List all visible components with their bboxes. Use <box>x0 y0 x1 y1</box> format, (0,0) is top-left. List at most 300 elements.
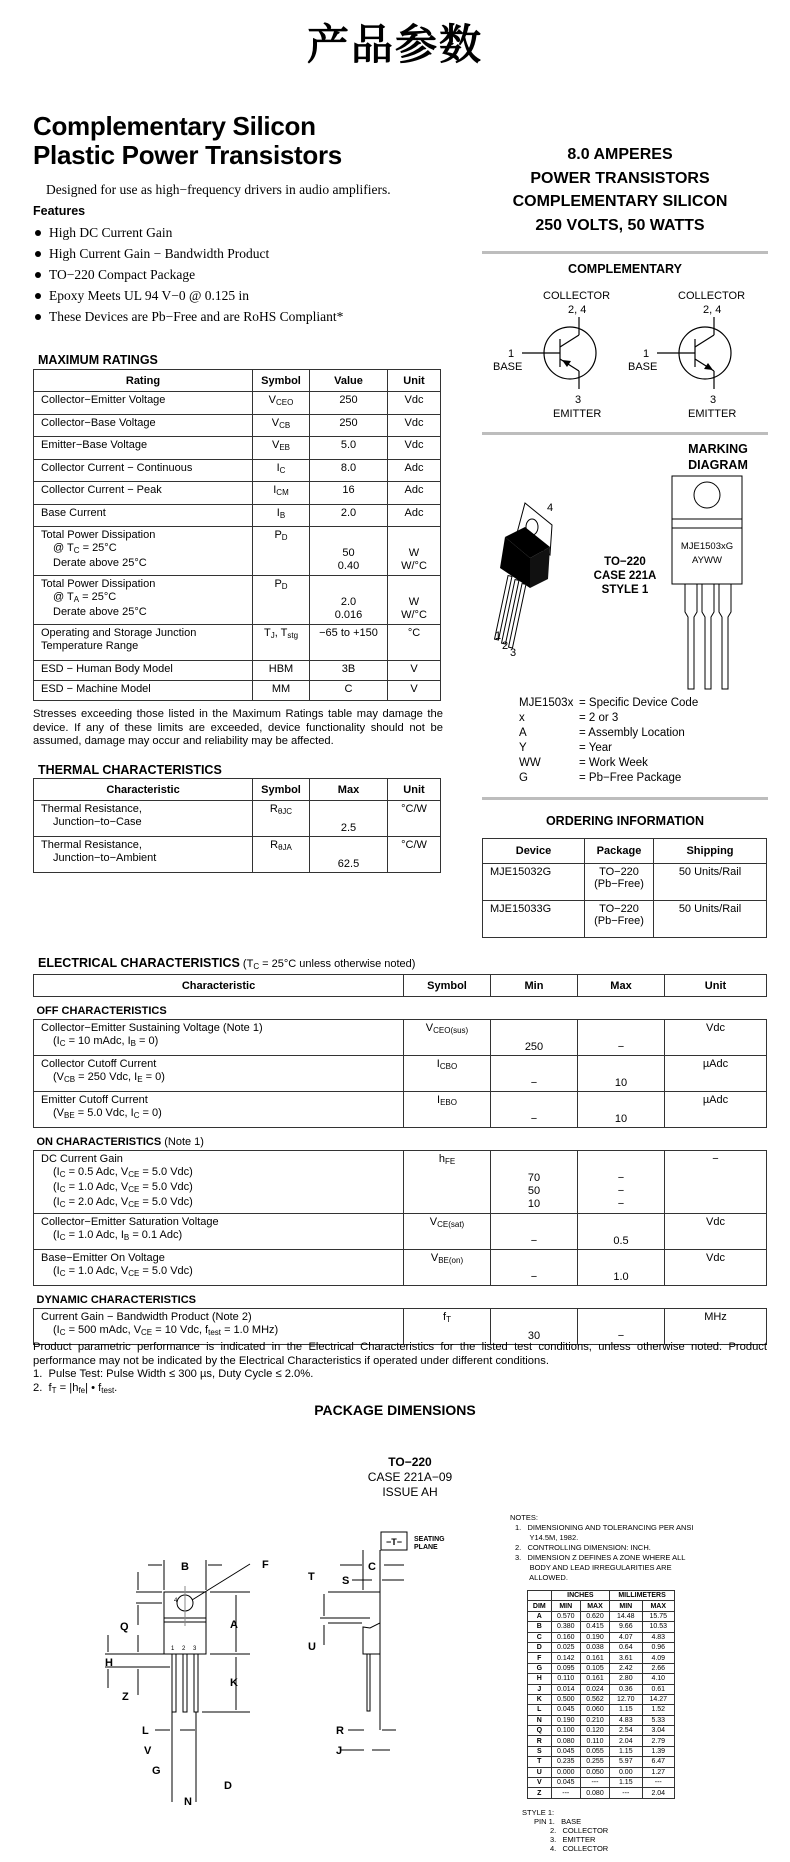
text-line: Junction−to−Case <box>53 816 142 828</box>
value-cell: 0.060 <box>580 1705 609 1715</box>
legend-key: MJE1503x <box>519 697 574 709</box>
text: @ T <box>53 591 74 603</box>
symbol-sub: CEO(sus) <box>433 1026 469 1035</box>
value-cell: 2.80 <box>610 1674 642 1684</box>
col-header: Value <box>310 370 388 392</box>
dim-cell: A <box>528 1611 552 1621</box>
pin-label: 1 <box>495 630 502 642</box>
value-cell: 0.025 <box>551 1642 580 1652</box>
dim-cell: G <box>528 1663 552 1673</box>
value-line: 0.016 <box>334 609 363 621</box>
value-cell <box>310 527 388 576</box>
value-cell: 1.52 <box>642 1705 675 1715</box>
electrical-table <box>33 974 767 1345</box>
seating-label: PLANE <box>414 1544 438 1551</box>
max-cell: 10 <box>578 1092 665 1128</box>
unit-cell: V <box>388 661 441 681</box>
value-line: 50 <box>342 547 355 559</box>
condition-line: ($V_{CB} = 250$ Vdc, $I_E = 0$) <box>53 1071 165 1084</box>
note-line: Y14.5M, 1982. <box>515 1533 579 1542</box>
value-cell: 10.53 <box>642 1622 675 1632</box>
case-label <box>585 555 665 597</box>
table-row <box>483 901 767 938</box>
text-sub: fe <box>78 1386 86 1395</box>
unit-cell: Vdc <box>388 437 441 460</box>
symbol: V <box>425 1022 434 1034</box>
symbol: f <box>443 1311 447 1323</box>
symbol-sub: θJA <box>278 843 292 852</box>
dim-cell: R <box>528 1736 552 1746</box>
text: | • f <box>85 1382 102 1394</box>
legend-key: WW <box>519 757 541 769</box>
legend-row <box>519 726 698 741</box>
dimension-row <box>528 1715 675 1725</box>
dim-label-d: D <box>224 1780 232 1792</box>
text-line: Base−Emitter On Voltage <box>41 1252 165 1264</box>
symbol: I <box>436 1058 440 1070</box>
value-cell: 1.15 <box>610 1746 642 1756</box>
symbol: V <box>271 439 280 451</box>
max-cell: 0.5 <box>578 1214 665 1250</box>
ordering-heading: ORDERING INFORMATION <box>545 814 705 828</box>
rating-cell: Collector Current − Peak <box>34 482 253 505</box>
features-list <box>33 222 343 327</box>
svg-text:4: 4 <box>174 1598 178 1604</box>
value-line: 10 <box>527 1198 541 1210</box>
value-cell: 4.07 <box>610 1632 642 1642</box>
legend-value: = Specific Device Code <box>579 697 699 709</box>
note-line: ALLOWED. <box>515 1573 568 1582</box>
legend-key: x <box>519 712 525 724</box>
table-row <box>34 1214 767 1250</box>
emitter-label: EMITTER <box>553 408 602 420</box>
unit-cell: MHz <box>665 1309 767 1345</box>
characteristic-cell <box>34 1151 404 1214</box>
value-cell: --- <box>580 1778 609 1788</box>
table-row <box>34 482 441 505</box>
svg-text:3: 3 <box>193 1646 197 1652</box>
value-cell: 0.36 <box>610 1684 642 1694</box>
feature-item: These Devices are Pb−Free and are RoHS Compliant* <box>33 306 343 327</box>
text: = 25°C <box>79 542 117 554</box>
symbol-cell <box>253 482 310 505</box>
text-sub: C <box>73 546 80 555</box>
col-header: DIM <box>528 1601 552 1611</box>
value-cell: 0.61 <box>642 1684 675 1694</box>
max-ratings-heading: MAXIMUM RATINGS <box>38 353 158 367</box>
divider <box>482 432 768 435</box>
value-cell: 2.66 <box>642 1663 675 1673</box>
col-header: Package <box>585 839 654 864</box>
svg-text:1: 1 <box>171 1646 175 1652</box>
section-heading: OFF CHARACTERISTICS <box>34 997 767 1020</box>
rating-line <box>41 542 245 557</box>
case-line: ISSUE AH <box>382 1485 438 1499</box>
rating-line: Derate above 25°C <box>53 606 147 618</box>
min-cell: − <box>491 1056 578 1092</box>
rating-cell <box>34 625 253 661</box>
legend-row <box>519 756 698 771</box>
value-cell: 0.570 <box>551 1611 580 1621</box>
rating-line: Operating and Storage Junction <box>41 627 197 639</box>
dim-label-g: G <box>152 1765 161 1777</box>
value-line: − <box>617 1172 625 1184</box>
max-cell: 2.5 <box>310 801 388 837</box>
symbol: P <box>274 529 282 541</box>
package-cell <box>585 864 654 901</box>
dim-cell: J <box>528 1684 552 1694</box>
value-cell: 5.33 <box>642 1715 675 1725</box>
value-cell: 1.15 <box>610 1705 642 1715</box>
section-heading-text: ON CHARACTERISTICS <box>36 1136 162 1148</box>
thermal-heading: THERMAL CHARACTERISTICS <box>38 763 222 777</box>
package-line: TO−220 <box>599 903 639 915</box>
unit-cell: − <box>665 1151 767 1214</box>
symbol: R <box>269 803 278 815</box>
value-cell: 0.380 <box>551 1622 580 1632</box>
value-cell: 4.10 <box>642 1674 675 1684</box>
unit-cell: °C/W <box>388 801 441 837</box>
legend-value: = Work Week <box>579 757 648 769</box>
section-heading-note: (Note 1) <box>161 1136 204 1148</box>
characteristic-cell <box>34 1092 404 1128</box>
symbol-cell: HBM <box>253 661 310 681</box>
value-cell: 2.04 <box>642 1788 675 1798</box>
value-cell: 1.27 <box>642 1767 675 1777</box>
dim-cell: Z <box>528 1788 552 1798</box>
case-line: CASE 221A−09 <box>367 1470 453 1484</box>
condition-line: ($I_C = 2.0$ Adc, $V_{CE} = 5.0$ Vdc) <box>53 1196 193 1209</box>
symbol-sub: C <box>279 465 286 475</box>
table-row <box>483 864 767 901</box>
style-pin: 2. COLLECTOR <box>550 1826 609 1835</box>
case-line: TO−220 <box>604 556 646 568</box>
emitter-pin: 3 <box>575 394 582 406</box>
col-header: Max <box>310 779 388 801</box>
thermal-table <box>33 778 441 873</box>
dimension-row <box>528 1663 675 1673</box>
value-cell: 0.045 <box>551 1746 580 1756</box>
package-dimensions-heading: PACKAGE DIMENSIONS <box>314 1402 476 1418</box>
symbol: I <box>276 506 280 519</box>
banner-line: POWER TRANSISTORS <box>530 169 710 187</box>
value-cell: 9.66 <box>610 1622 642 1632</box>
value-cell: 0.96 <box>642 1642 675 1652</box>
dim-cell: S <box>528 1746 552 1756</box>
dim-cell: T <box>528 1757 552 1767</box>
divider <box>482 797 768 800</box>
package-side-view-icon <box>300 1530 470 1760</box>
value-cell: 2.79 <box>642 1736 675 1746</box>
rating-line: Temperature Range <box>41 640 139 652</box>
collector-pins: 2, 4 <box>703 304 722 316</box>
value-cell: 0.64 <box>610 1642 642 1652</box>
symbol-cell <box>404 1020 491 1056</box>
col-header: Device <box>483 839 585 864</box>
value-cell: --- <box>551 1788 580 1798</box>
condition-line: ($I_C = 0.5$ Adc, $V_{CE} = 5.0$ Vdc) <box>53 1166 193 1179</box>
legend-row <box>519 711 698 726</box>
legend-value: = Pb−Free Package <box>579 772 682 784</box>
min-cell: − <box>491 1214 578 1250</box>
max-cell: − <box>578 1309 665 1345</box>
value-cell: 2.04 <box>610 1736 642 1746</box>
style-pin: 4. COLLECTOR <box>550 1844 609 1853</box>
table-row <box>34 661 441 681</box>
value-cell: 0.00 <box>610 1767 642 1777</box>
dimension-row <box>528 1736 675 1746</box>
symbol-sub: CBO <box>439 1062 458 1071</box>
value-cell: 0.161 <box>580 1674 609 1684</box>
legend-key: G <box>519 772 528 784</box>
style-pin: PIN 1. BASE <box>534 1817 582 1826</box>
marking-heading-line: DIAGRAM <box>688 458 748 472</box>
value-cell: −65 to +150 <box>310 625 388 661</box>
rating-cell: Base Current <box>34 504 253 527</box>
rating-cell <box>34 576 253 625</box>
text-sub: A <box>73 595 80 604</box>
dimension-row <box>528 1694 675 1704</box>
group-header: MILLIMETERS <box>610 1591 675 1601</box>
col-header: Unit <box>665 975 767 997</box>
heading-note: (T <box>242 958 254 970</box>
dim-cell: Q <box>528 1726 552 1736</box>
dimension-row <box>528 1757 675 1767</box>
symbol-sub: T <box>446 1315 451 1324</box>
electrical-footnote: Product parametric performance is indicated in the Electrical Characteristics for the listed test conditions, unless otherwise noted. Product performance may not be indicated by the Electrical Characteristics if operated under different conditions. <box>33 1341 767 1367</box>
text-line: Thermal Resistance, <box>41 803 142 815</box>
symbol: V <box>271 416 280 429</box>
value-cell: 5.0 <box>310 437 388 460</box>
symbol-cell <box>404 1092 491 1128</box>
max-cell: − <box>578 1020 665 1056</box>
characteristic-cell <box>34 1214 404 1250</box>
min-cell: − <box>491 1250 578 1286</box>
condition-line: ($I_C = 1.0$ Adc, $I_B = 0.1$ Adc) <box>53 1229 183 1242</box>
max-ratings-table <box>33 369 441 701</box>
style-pinout <box>522 1808 608 1853</box>
unit-cell: Vdc <box>665 1020 767 1056</box>
marking-heading <box>668 441 768 473</box>
value-cell: 0.110 <box>580 1736 609 1746</box>
value-cell: 0.014 <box>551 1684 580 1694</box>
value-cell: 6.47 <box>642 1757 675 1767</box>
package-front-view-icon <box>100 1540 300 1862</box>
col-header: MAX <box>642 1601 675 1611</box>
section-heading: DYNAMIC CHARACTERISTICS <box>34 1286 767 1309</box>
dim-cell: B <box>528 1622 552 1632</box>
section-row <box>34 1128 767 1151</box>
value-line: − <box>617 1198 625 1210</box>
table-row <box>34 392 441 415</box>
symbol-sub: CEO <box>276 398 294 407</box>
unit-line: W/°C <box>401 560 427 572</box>
col-header: Max <box>578 975 665 997</box>
value-line: 70 <box>527 1172 541 1184</box>
text-line: Collector−Emitter Sustaining Voltage (Note 1) <box>41 1022 263 1034</box>
symbol-sub: J <box>270 631 275 640</box>
rating-line <box>41 591 245 606</box>
value-line: 2.0 <box>340 596 357 608</box>
banner-line: COMPLEMENTARY SILICON <box>512 193 728 210</box>
collector-label: COLLECTOR <box>543 290 611 302</box>
symbol-cell: MM <box>253 681 310 701</box>
max-cell: 62.5 <box>310 837 388 873</box>
value-cell: 0.095 <box>551 1663 580 1673</box>
dim-cell: C <box>528 1632 552 1642</box>
case-line: TO−220 <box>388 1455 432 1469</box>
dim-cell: H <box>528 1674 552 1684</box>
legend-row <box>519 771 698 786</box>
page-heading: 产品参数 <box>306 20 483 69</box>
symbol-cell <box>253 459 310 482</box>
table-row <box>34 1309 767 1345</box>
base-label: BASE <box>493 361 523 373</box>
rating-cell: ESD − Machine Model <box>34 681 253 701</box>
symbol-cell <box>253 801 310 837</box>
max-cell <box>578 1151 665 1214</box>
document-title <box>33 112 342 170</box>
unit-cell: µAdc <box>665 1056 767 1092</box>
dimension-row <box>528 1674 675 1684</box>
symbol-cell <box>253 527 310 576</box>
section-row <box>34 997 767 1020</box>
table-row <box>34 437 441 460</box>
col-header: Unit <box>388 370 441 392</box>
rating-cell <box>34 527 253 576</box>
symbol-cell <box>253 625 310 661</box>
symbol-cell <box>253 576 310 625</box>
symbol-sub: BE(on) <box>438 1256 464 1265</box>
dimension-row <box>528 1726 675 1736</box>
package-cell <box>585 901 654 938</box>
unit-cell: Adc <box>388 504 441 527</box>
legend-row <box>519 741 698 756</box>
value-cell: 0.024 <box>580 1684 609 1694</box>
heading-note: = 25°C unless otherwise noted) <box>259 958 416 970</box>
dim-cell: V <box>528 1778 552 1788</box>
text: = 25°C <box>79 591 117 603</box>
base-label: BASE <box>628 361 658 373</box>
value-cell: 0.105 <box>580 1663 609 1673</box>
base-pin: 1 <box>643 348 650 360</box>
rating-cell: Collector−Base Voltage <box>34 414 253 437</box>
feature-item: High Current Gain − Bandwidth Product <box>33 243 343 264</box>
min-cell: 30 <box>491 1309 578 1345</box>
text-line: Collector Cutoff Current <box>41 1058 157 1070</box>
unit-cell <box>388 527 441 576</box>
dim-label-k: K <box>230 1677 238 1689</box>
pin-label: 2 <box>502 640 509 652</box>
seating-label: SEATING <box>414 1536 445 1543</box>
table-row <box>34 1056 767 1092</box>
symbol-sub: D <box>281 582 288 591</box>
col-header: MIN <box>610 1601 642 1611</box>
value-cell: 0.000 <box>551 1767 580 1777</box>
dimension-row <box>528 1642 675 1652</box>
banner-line: 250 VOLTS, 50 WATTS <box>535 216 705 234</box>
symbol-sub: stg <box>287 631 299 640</box>
symbol-cell <box>253 504 310 527</box>
section-heading <box>34 1128 767 1151</box>
max-cell: 10 <box>578 1056 665 1092</box>
value-cell: 0.100 <box>551 1726 580 1736</box>
text-line: Thermal Resistance, <box>41 839 142 851</box>
col-header: Symbol <box>253 779 310 801</box>
marking-line: AYWW <box>692 555 722 566</box>
dim-label-u: U <box>308 1641 316 1653</box>
text: = |h <box>56 1382 79 1394</box>
value-cell: 0.045 <box>551 1778 580 1788</box>
symbol: I <box>273 484 277 496</box>
dim-label-c: C <box>368 1561 376 1573</box>
rating-cell: Collector Current − Continuous <box>34 459 253 482</box>
unit-cell: V <box>388 681 441 701</box>
note-2 <box>33 1382 117 1398</box>
symbol: R <box>270 839 279 851</box>
dim-label-j: J <box>336 1745 343 1757</box>
value-cell: 0.120 <box>580 1726 609 1736</box>
col-header: Characteristic <box>34 779 253 801</box>
table-row <box>34 1092 767 1128</box>
marking-diagram-icon <box>670 474 770 694</box>
collector-label: COLLECTOR <box>678 290 746 302</box>
schematic-heading: COMPLEMENTARY <box>568 262 682 276</box>
value-cell: 0.190 <box>580 1632 609 1642</box>
symbol-cell <box>404 1151 491 1214</box>
pin-label: 3 <box>510 647 517 659</box>
note-line: 1. DIMENSIONING AND TOLERANCING PER ANSI <box>515 1523 694 1532</box>
table-row <box>34 1151 767 1214</box>
dim-label-t: T <box>308 1571 315 1583</box>
section-row <box>34 1286 767 1309</box>
characteristic-cell <box>34 1309 404 1345</box>
symbol-cell <box>404 1309 491 1345</box>
marking-heading-line: MARKING <box>688 442 748 456</box>
divider <box>482 251 768 254</box>
device-cell: MJE15032G <box>483 864 585 901</box>
symbol: h <box>438 1153 445 1165</box>
table-row <box>34 504 441 527</box>
unit-cell: Adc <box>388 459 441 482</box>
unit-line: W <box>408 547 420 559</box>
style-heading: STYLE 1: <box>522 1808 555 1817</box>
case-line: STYLE 1 <box>601 584 649 596</box>
symbol: I <box>437 1094 441 1106</box>
table-row <box>34 576 441 625</box>
unit-cell: Vdc <box>388 414 441 437</box>
characteristic-cell <box>34 1250 404 1286</box>
unit-cell: Vdc <box>665 1214 767 1250</box>
characteristic-cell <box>34 837 253 873</box>
symbol-sub: EB <box>279 443 290 452</box>
text: 2. f <box>33 1382 52 1394</box>
intro-text: Designed for use as high−frequency drivers in audio amplifiers. <box>46 182 391 197</box>
text-sub: test <box>101 1386 115 1395</box>
rating-cell: ESD − Human Body Model <box>34 661 253 681</box>
dimension-row <box>528 1788 675 1798</box>
collector-pins: 2, 4 <box>568 304 587 316</box>
col-header: MAX <box>580 1601 609 1611</box>
rating-line: Derate above 25°C <box>53 557 147 569</box>
ordering-table <box>482 838 767 938</box>
dim-cell: F <box>528 1653 552 1663</box>
value-cell: 2.42 <box>610 1663 642 1673</box>
col-header: Symbol <box>404 975 491 997</box>
value-line: − <box>617 1185 625 1197</box>
value-cell: 0.235 <box>551 1757 580 1767</box>
pin-label: 4 <box>547 502 554 514</box>
